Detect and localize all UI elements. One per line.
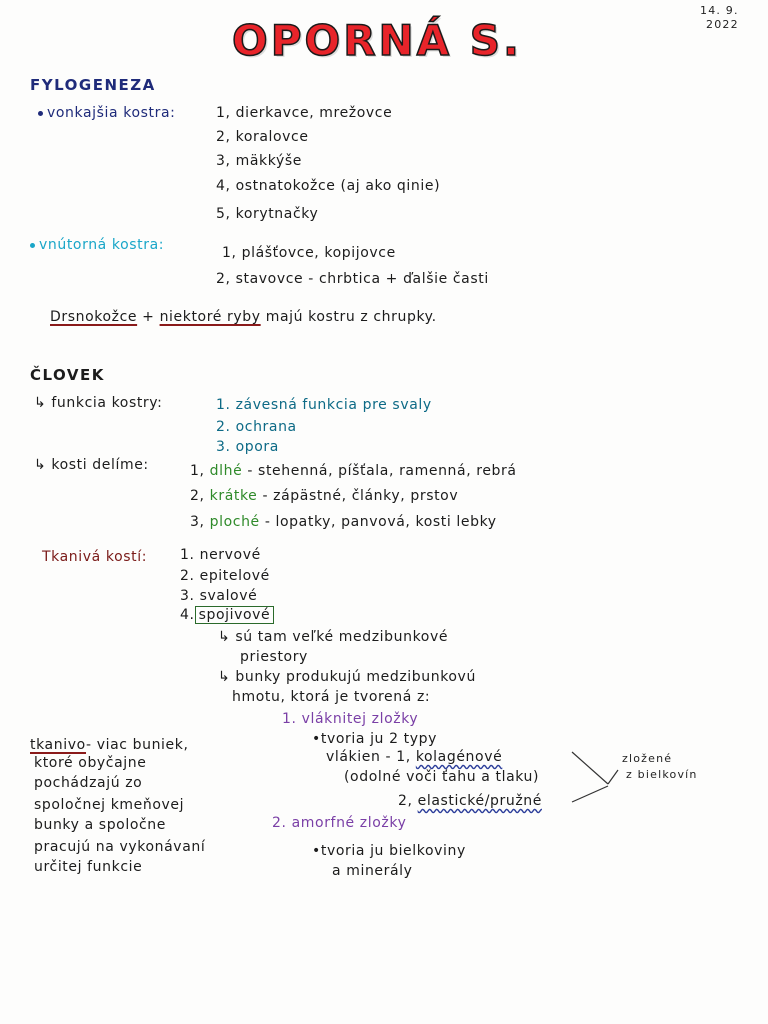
- external-item-2: 2, koralovce: [216, 129, 309, 145]
- bone-type-flat: [190, 513, 497, 531]
- date-line1: 14. 9.: [700, 4, 739, 17]
- bone-type-desc: - zápästné, články, prstov: [262, 488, 459, 504]
- amorphous-component-label: 2. amorfné zložky: [272, 815, 407, 831]
- bone-types-label: ↳ kosti delíme:: [34, 457, 149, 473]
- bone-type-num: 2,: [190, 488, 205, 504]
- tissue-definition-line-5: bunky a spoločne: [34, 817, 166, 833]
- note-term-2: niektoré ryby: [159, 309, 261, 325]
- tissue-item-4: [180, 606, 274, 624]
- note-term-1: Drsnokožce: [50, 309, 138, 325]
- external-item-4: 4, ostnatokožce (aj ako qinie): [216, 178, 441, 194]
- tissue-definition-line-4: spoločnej kmeňovej: [34, 797, 185, 813]
- internal-item-2: 2, stavovce - chrbtica + ďalšie časti: [216, 271, 489, 287]
- cartilage-note: [50, 308, 437, 326]
- fibrous-line-4-num: 2,: [398, 793, 413, 809]
- fibrous-line-4: [398, 792, 542, 810]
- tissue-definition-line-6: pracujú na vykonávaní: [34, 839, 206, 855]
- note-rest: majú kostru z chrupky.: [265, 309, 437, 325]
- bullet-icon: [30, 243, 35, 248]
- fibrous-line-2: [326, 748, 502, 766]
- connective-tissue-boxed: spojivové: [195, 606, 275, 624]
- fibrous-line-2-text: vlákien - 1,: [326, 749, 411, 765]
- tissue-definition-text: - viac buniek,: [86, 737, 189, 753]
- protein-side-note-1: zložené: [622, 752, 673, 765]
- function-item-3: 3. opora: [216, 439, 279, 455]
- bone-type-desc: - lopatky, panvová, kosti lebky: [264, 514, 497, 530]
- external-item-5: 5, korytnačky: [216, 206, 319, 222]
- connective-note-2b: hmotu, ktorá je tvorená z:: [232, 689, 431, 705]
- tissue-item-2: 2. epitelové: [180, 568, 270, 584]
- bone-type-desc: - stehenná, píšťala, ramenná, rebrá: [247, 463, 517, 479]
- bone-type-num: 3,: [190, 514, 205, 530]
- tissue-definition-line-1: [30, 736, 189, 754]
- internal-skeleton-label: [30, 236, 164, 254]
- external-item-3: 3, mäkkýše: [216, 153, 302, 169]
- section-heading-clovek: ČLOVEK: [30, 366, 105, 384]
- page-title: OPORNÁ S.: [232, 16, 523, 65]
- amorphous-line-2: a minerály: [332, 863, 413, 879]
- tissue-definition-line-7: určitej funkcie: [34, 859, 143, 875]
- tissue-item-3: 3. svalové: [180, 588, 258, 604]
- connective-note-1a: ↳ sú tam veľké medzibunkové: [218, 629, 449, 645]
- collagen-term: kolagénové: [415, 749, 503, 765]
- fibrous-component-label: 1. vláknitej zložky: [282, 711, 419, 727]
- internal-skeleton-text: vnútorná kostra:: [39, 237, 165, 253]
- function-item-1: 1. závesná funkcia pre svaly: [216, 397, 432, 413]
- tissue-label: Tkanivá kostí:: [42, 549, 148, 565]
- connective-note-2a: ↳ bunky produkujú medzibunkovú: [218, 669, 476, 685]
- date-line2: 2022: [706, 18, 739, 31]
- tissue-item-1: 1. nervové: [180, 547, 261, 563]
- function-label: ↳ funkcia kostry:: [34, 395, 163, 411]
- bone-type-short: [190, 487, 458, 505]
- bone-type-term: ploché: [209, 514, 260, 530]
- fibrous-line-1: •tvoria ju 2 typy: [312, 731, 437, 747]
- elastic-term: elastické/pružné: [417, 793, 542, 809]
- tissue-definition-line-3: pochádzajú zo: [34, 775, 143, 791]
- tissue-item-4-num: 4.: [180, 607, 195, 623]
- bone-type-term: dlhé: [209, 463, 243, 479]
- note-plus: +: [142, 309, 155, 325]
- function-item-2: 2. ochrana: [216, 419, 297, 435]
- bone-type-term: krátke: [209, 488, 258, 504]
- external-skeleton-label: [38, 104, 175, 122]
- external-skeleton-text: vonkajšia kostra:: [47, 105, 176, 121]
- external-item-1: 1, dierkavce, mrežovce: [216, 105, 393, 121]
- bullet-icon: [38, 111, 43, 116]
- connective-note-1b: priestory: [240, 649, 308, 665]
- internal-item-1: 1, plášťovce, kopijovce: [222, 245, 396, 261]
- amorphous-line-1: •tvoria ju bielkoviny: [312, 843, 466, 859]
- protein-side-note-2: z bielkovín: [626, 768, 698, 781]
- bone-type-num: 1,: [190, 463, 205, 479]
- tissue-definition-term: tkanivo: [30, 737, 87, 753]
- section-heading-fylogeneza: FYLOGENEZA: [30, 76, 156, 94]
- bone-type-long: [190, 462, 517, 480]
- tissue-definition-line-2: ktoré obyčajne: [34, 755, 147, 771]
- fibrous-line-3: (odolné voči ťahu a tlaku): [344, 769, 540, 785]
